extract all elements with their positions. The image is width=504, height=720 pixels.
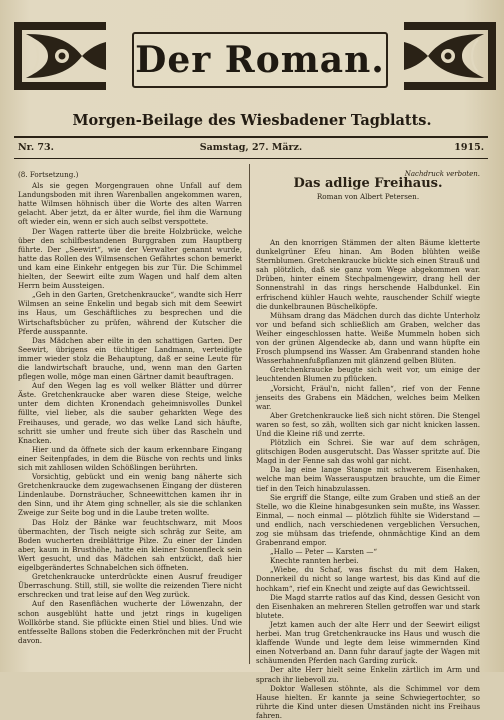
paragraph: „Vorsicht, Fräul'n, nicht fallen“, rief von der Fenne jenseits des Grabens ein Mädchen, welches beim Melken war. <box>256 383 480 411</box>
paragraph: Jetzt kamen auch der alte Herr und der Seewirt eiligst herbei. Man trug Gretchenkraucke ins Haus und wusch die klaffende Wunde und legte dem leise wimmernden Kind einen Notverband an. Dann fuhr darauf jagte der Wagen mit schäumenden Pferden nach Garding zurück. <box>256 619 480 666</box>
story-heading <box>256 172 480 201</box>
rule-top <box>14 136 488 138</box>
paragraph: „Hallo — Peter — Karsten —“ <box>270 547 378 557</box>
art-nouveau-ornament-left <box>12 18 108 94</box>
paragraph: Das Mädchen aber eilte in den schattigen Garten. Der Seewirt, übrigens ein tüchtiger Landmann, verteidigte immer wieder stolz die Behauptung, daß er seine Leute für die landwirtschaft brauche, und, wenn man den Garten pflegen wolle, möge man einen Gärtner damit beauftragen. <box>18 335 242 382</box>
story-author: Roman von Albert Petersen. <box>316 192 420 201</box>
newspaper-title: Der Roman. <box>135 39 385 81</box>
paragraph: Vorsichtig, gebückt und ein wenig bang näherte sich Gretchenkraucke dem zugewachsenen Eingang der düsteren Lindenlaube. Dornsträucher, Schneewittchen kamen ihr in den Sinn, und ihr Atem ging schneller, als sie die schlanken Zweige zur Seite bog und in die Laube treten wollte. <box>18 472 242 518</box>
issue-year: 1915. <box>454 142 484 153</box>
paragraph: Mühsam drang das Mädchen durch das dichte Unterholz vor und befand sich schließlich am Graben, welcher das Weiher eingeschlossen hatte. Weiße Mummeln hoben sich von der grünen Algendecke ab, dann und wann hüpfte ein Frosch plumpsend ins Wasser. Am Grabenrand standen hohe Wasserhahnenfußpflanzen mit glänzend gelben Blüten. <box>256 310 480 366</box>
masthead-subtitle: Morgen-Beilage des Wiesbadener Tagblatts. <box>72 112 432 129</box>
paragraph: Hier und da öffnete sich der kaum erkennbare Eingang einer Seitenpfades, in dem die Büsche von rechts und links sich mit zahllosen wilden Schößlingen berührten. <box>18 444 242 472</box>
paragraph: Plötzlich ein Schrei. Sie war auf dem schrägen, glitschigen Boden ausgerutscht. Das Wasser spritzte auf. Die Magd in der Fenne sah das wohl gar nicht. <box>256 438 480 466</box>
issue-number: Nr. 73. <box>18 142 54 153</box>
paragraph: Sie ergriff die Stange, eilte zum Graben und stieß an der Stelle, wo die Kleine hinabgesunken sein mußte, ins Wasser. Einmal, — noch einmal — plötzlich fühlte sie Widerstand — und endlich, nach verschiedenen vergeblichen Versuchen, zog sie mühsam das triefende, ohnmächtige Kind an dem Grabenrand empor. <box>256 492 480 548</box>
title-plate <box>132 32 388 88</box>
paragraph: Die Magd starrte ratlos auf das Kind, dessen Gesicht von den Eisenhaken an mehreren Stellen getroffen war und stark blutete. <box>256 592 480 620</box>
reprint-notice: Nachdruck verboten. <box>404 170 480 178</box>
rule-bottom <box>14 158 488 159</box>
paragraph: Gretchenkraucke beugte sich weit vor, um einige der leuchtenden Blumen zu pflücken. <box>256 365 480 384</box>
story-title: Das adlige Freihaus. <box>293 176 443 191</box>
paragraph: „Geh in den Garten, Gretchenkraucke“, wandte sich Herr Wilmsen an seine Enkelin und begab sich mit dem Seewirt ins Haus, um Geschäftliches zu besprechen und die Wirtschaftsbücher zu prüfen, während der Kutscher die Pferde ausspannte. <box>18 290 242 336</box>
paragraph: Doktor Wallesen stöhnte, als die Schimmel vor dem Hause hielten. Er kannte ja seine Schwiegertochter, so rührte die Kind unter diesen Umständen nicht ins Freihaus fahren. <box>256 683 480 720</box>
art-nouveau-ornament-right <box>402 18 498 94</box>
paragraph: Knechte rannten herbei. <box>270 556 359 566</box>
dateline <box>14 141 488 157</box>
paragraph: Das Holz der Bänke war feuchtschwarz, mit Moos übermachten, der Tisch neigte sich schräg zur Seite, am Boden wucherten dreiblättrige Pilze. Zu einer der Linden aber, kaum in Brusthöhe, hatte ein kleiner Sonnenfleck sein Wert gesucht, und das Mädchen sah entzückt, daß hier eigelbgerändertes Schnabelchen sich öffneten. <box>18 517 242 573</box>
column-divider <box>249 164 250 664</box>
left-column <box>18 170 242 666</box>
continuation-note: (8. Fortsetzung.) <box>18 170 79 179</box>
paragraph: Als sie gegen Morgengrauen ohne Unfall auf dem Landungsboden mit ihren Warenballen angekommen waren, hatte Wilmsen höhnisch über die Worte des alten Warren gelacht. Aber jetzt, da er älter wurde, fiel ihm die Warnung oft wieder ein, wenn er sich auch selbst verspottete. <box>18 181 242 227</box>
paragraph: Auf den Wegen lag es voll welker Blätter und dürrer Äste. Gretchenkraucke aber waren diese Steige, welche unter dem dichten Kronendach geheimnisvolles Dunkel füllte, viel lieber, als die sauber geharkten Wege des Freihauses, und gerade, wo das welke Land sich häufte, schritt sie umher und freute sich über das Rascheln und Knacken. <box>18 381 242 445</box>
issue-date: Samstag, 27. März. <box>199 142 303 153</box>
paragraph: Aber Gretchenkraucke ließ sich nicht stören. Die Stengel waren so fest, so zäh, wollten sich gar nicht knicken lassen. Und die Kleine riß und zerrte. <box>256 410 480 438</box>
paragraph: Da lag eine lange Stange mit schwerem Eisenhaken, welche man beim Wasserausputzen brauchte, um die Eimer tief in den Teich hinabzulassen. <box>256 465 480 493</box>
paragraph: An den knorrigen Stämmen der alten Bäume kletterte dunkelgrüner Efeu hinan. Am Boden blühten weiße Sternblumen. Gretchenkraucke bückte sich einen Strauß und sah plötzlich, daß sie ganz vom Wege abgekommen war. Drüben, hinter einem Stechpalmengewirr, drang hell der Sonnenstrahl in das rings herschende Halbdunkel. Ein erfrischend kühler Hauch wehte, rauschender Schilf wiegte die dunkelbraunen Büschelköpfe. <box>256 238 480 311</box>
paragraph: Gretchenkraucke unterdrückte einen Ausruf freudiger Überraschung. Still, still, sie wollte die reizenden Tiere nicht erschrecken und trat leise auf den Weg zurück. <box>18 572 242 600</box>
paragraph: „Wiebe, du Schaf, was fischst du mit dem Haken, Donnerkeil du nicht so lange wartest, bis das Kind auf die hochkam“, rief ein Knecht und zeigte auf das Gewichtsseil. <box>256 565 480 593</box>
paragraph: Auf den Rasenflächen wucherte der Löwenzahn, der schon ausgeblüht hatte und jetzt rings in kugeligen Wollkörbe stand. Sie pflückte einen Stiel und blies. Und wie entfesselte Ballons stoben die Federkrönchen mit der Frucht davon. <box>18 599 242 645</box>
masthead <box>12 18 498 94</box>
paragraph: Der Wagen ratterte über die breite Holzbrücke, welche über den schilfbestandenen Burggraben zum Hauptberg führte. Der „Seewirt“, wie der Verwalter genannt wurde, hatte das Rollen des Wilmsenschen Gefährtes schon bemerkt und kam eine Einkehr entgegen bis zur Tür. Die Schimmel hielten, der Seewirt eilte zum Wagen und half dem alten Herrn beim Aussteigen. <box>18 226 242 291</box>
paragraph: Der alte Herr hielt seine Enkelin zärtlich im Arm und sprach ihr liebevoll zu. <box>256 665 480 684</box>
right-column <box>256 238 480 720</box>
